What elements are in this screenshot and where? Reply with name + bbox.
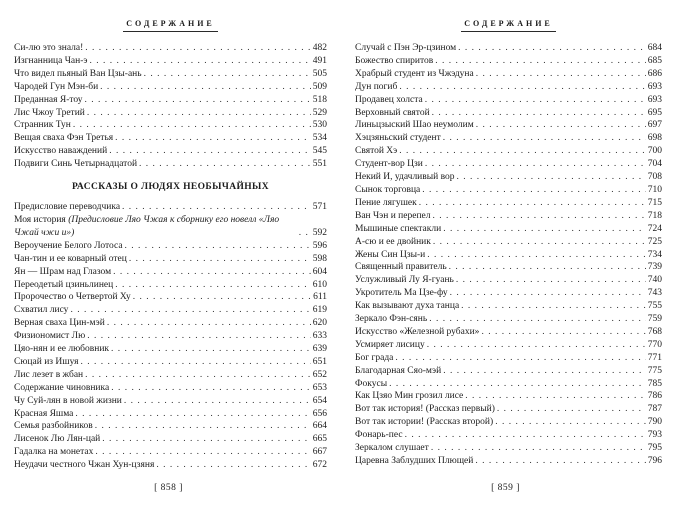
toc-entry-title: Странник Тун xyxy=(14,120,71,131)
toc-entry-page: 704 xyxy=(647,159,662,170)
dot-leader xyxy=(431,442,646,455)
toc-entry xyxy=(14,433,327,446)
dot-leader xyxy=(465,390,646,403)
toc-entry-page: 571 xyxy=(312,202,327,213)
dot-leader xyxy=(405,429,646,442)
toc-entry xyxy=(355,403,662,416)
toc-entry xyxy=(355,455,662,468)
toc-entry-page: 770 xyxy=(647,339,662,350)
toc-entry-title: Лисенок Лю Лян-цай xyxy=(14,434,101,445)
dot-leader xyxy=(395,352,645,365)
toc-entry-title: Зеркалом слушает xyxy=(355,443,429,454)
toc-entry-page: 793 xyxy=(647,430,662,441)
toc-entry xyxy=(355,313,662,326)
dot-leader xyxy=(129,253,311,266)
toc-entry-title: Переодетый цзиньлинец xyxy=(14,279,114,290)
toc-entry xyxy=(14,214,327,240)
toc-entry-title-italic: (Предисловие Ляо Чжая к сборнику его новелл «Ляо Чжай чжи и») xyxy=(14,214,280,238)
toc-entry xyxy=(14,304,327,317)
toc-entry-title: Чу Суй-лян в новой жизни xyxy=(14,395,122,406)
toc-list xyxy=(14,42,327,472)
toc-entry xyxy=(355,94,662,107)
toc-entry-title: Искусство наваждений xyxy=(14,146,108,157)
toc-entry xyxy=(355,442,662,455)
toc-entry-title: Некий И, удачливый вор xyxy=(355,172,455,183)
toc-entry xyxy=(14,330,327,343)
toc-entry-title: Что видел пьяный Ван Цзы-ань xyxy=(14,68,142,79)
toc-entry-page: 795 xyxy=(647,443,662,454)
dot-leader xyxy=(111,382,311,395)
toc-entry-title: Хэцзяньский студент xyxy=(355,133,441,144)
dot-leader xyxy=(461,300,646,313)
toc-entry-title: Жены Син Цзы-и xyxy=(355,249,426,260)
dot-leader xyxy=(75,408,310,421)
page-right xyxy=(337,0,674,506)
toc-entry xyxy=(14,382,327,395)
dot-leader xyxy=(85,94,311,107)
toc-entry-title: Гадалка на монетах xyxy=(14,447,94,458)
toc-entry xyxy=(14,158,327,171)
toc-entry-title: Бог града xyxy=(355,352,394,363)
toc-entry xyxy=(355,352,662,365)
toc-entry-title: Красная Яшма xyxy=(14,408,74,419)
toc-entry-page: 530 xyxy=(312,120,327,131)
toc-entry-page: 734 xyxy=(647,249,662,260)
toc-entry-title: Божество спиритов xyxy=(355,55,434,66)
toc-entry-title: Линьцзыский Шао неумолим xyxy=(355,120,474,131)
dot-leader xyxy=(124,395,311,408)
toc-entry xyxy=(355,81,662,94)
toc-entry-page: 482 xyxy=(312,43,327,53)
toc-entry-title: Случай с Пэн Эр-цзином xyxy=(355,43,457,53)
toc-entry-title: Содержание чиновника xyxy=(14,382,110,393)
toc-entry xyxy=(355,171,662,184)
toc-entry-title: Предисловие переводчика xyxy=(14,202,121,213)
toc-entry xyxy=(355,119,662,132)
toc-entry xyxy=(14,201,327,214)
toc-entry-page: 651 xyxy=(312,356,327,367)
toc-entry xyxy=(14,291,327,304)
toc-entry-page: 551 xyxy=(312,159,327,170)
toc-entry-page: 796 xyxy=(647,456,662,466)
toc-entry-page: 654 xyxy=(312,395,327,406)
page-number-footer: [ 858 ] xyxy=(154,483,183,493)
toc-entry-title: Вот так история! (Рассказ первый) xyxy=(355,404,495,415)
toc-entry-page: 684 xyxy=(647,43,662,53)
toc-entry-title: Услужливый Лу Я-гуань xyxy=(355,275,454,286)
dot-leader xyxy=(449,261,646,274)
dot-leader xyxy=(450,287,646,300)
toc-entry-page: 693 xyxy=(647,81,662,92)
toc-entry xyxy=(14,395,327,408)
toc-entry-page: 509 xyxy=(312,81,327,92)
toc-entry-page: 685 xyxy=(647,55,662,66)
toc-entry-page: 790 xyxy=(647,417,662,428)
toc-entry-page: 664 xyxy=(312,421,327,432)
toc-entry-title: Лис лезет в жбан xyxy=(14,369,84,380)
toc-entry xyxy=(355,390,662,403)
toc-entry-page: 715 xyxy=(647,197,662,208)
dot-leader xyxy=(399,145,646,158)
dot-leader xyxy=(433,210,646,223)
toc-entry xyxy=(355,107,662,120)
toc-entry-page: 695 xyxy=(647,107,662,118)
toc-entry-page: 785 xyxy=(647,378,662,389)
toc-entry xyxy=(14,369,327,382)
toc-entry xyxy=(355,132,662,145)
toc-entry-page: 775 xyxy=(647,365,662,376)
dot-leader xyxy=(425,94,646,107)
toc-entry-title: Преданная Я-тоу xyxy=(14,94,83,105)
toc-entry xyxy=(14,132,327,145)
toc-entry-title: Схватил лису xyxy=(14,305,69,316)
toc-entry-title: Священный правитель xyxy=(355,262,447,273)
toc-list xyxy=(355,42,662,468)
dot-leader xyxy=(156,459,310,472)
dot-leader xyxy=(89,55,310,68)
toc-entry-page: 604 xyxy=(312,266,327,277)
toc-entry-page: 787 xyxy=(647,404,662,415)
toc-entry-title: Физиономист Лю xyxy=(14,331,86,342)
toc-entry xyxy=(14,119,327,132)
toc-header: СОДЕРЖАНИЕ xyxy=(461,19,556,32)
dot-leader xyxy=(476,68,646,81)
toc-entry xyxy=(14,240,327,253)
toc-entry xyxy=(355,261,662,274)
toc-entry-page: 505 xyxy=(312,68,327,79)
dot-leader xyxy=(111,343,311,356)
dot-leader xyxy=(115,279,311,292)
dot-leader xyxy=(456,274,646,287)
toc-entry-page: 718 xyxy=(647,210,662,221)
dot-leader xyxy=(144,68,311,81)
toc-entry-title: Лис Чжоу Третий xyxy=(14,107,85,118)
toc-entry-page: 534 xyxy=(312,133,327,144)
toc-entry xyxy=(14,81,327,94)
toc-entry-page: 596 xyxy=(312,240,327,251)
dot-leader xyxy=(458,42,646,55)
toc-entry xyxy=(14,266,327,279)
toc-entry-page: 740 xyxy=(647,275,662,286)
dot-leader xyxy=(80,356,310,369)
dot-leader xyxy=(73,119,311,132)
toc-entry-title: Чародей Гун Мэн-би xyxy=(14,81,99,92)
toc-entry xyxy=(355,197,662,210)
toc-entry-page: 755 xyxy=(647,301,662,312)
page-number-footer: [ 859 ] xyxy=(491,483,520,493)
toc-entry-title: Си-лю это знала! xyxy=(14,43,84,53)
toc-entry-page: 491 xyxy=(312,55,327,66)
toc-entry-page: 545 xyxy=(312,146,327,157)
toc-entry xyxy=(355,184,662,197)
toc-entry xyxy=(14,94,327,107)
toc-entry-title: Искусство «Железной рубахи» xyxy=(355,326,480,337)
dot-leader xyxy=(299,227,311,240)
toc-entry-page: 771 xyxy=(647,352,662,363)
dot-leader xyxy=(435,55,645,68)
dot-leader xyxy=(443,223,646,236)
toc-entry-title: Фонарь-пес xyxy=(355,430,403,441)
toc-entry-title: Изгнанница Чан-э xyxy=(14,55,88,66)
toc-entry xyxy=(355,339,662,352)
toc-entry xyxy=(355,365,662,378)
toc-entry xyxy=(355,145,662,158)
toc-header-wrap xyxy=(355,13,662,32)
toc-entry xyxy=(14,459,327,472)
toc-entry xyxy=(355,249,662,262)
toc-entry-page: 610 xyxy=(312,279,327,290)
toc-entry xyxy=(355,274,662,287)
toc-entry xyxy=(14,446,327,459)
dot-leader xyxy=(419,197,646,210)
dot-leader xyxy=(443,365,646,378)
dot-leader xyxy=(495,416,646,429)
dot-leader xyxy=(85,369,311,382)
toc-entry-title: Укротитель Ма Цзе-фу xyxy=(355,288,448,299)
dot-leader xyxy=(70,304,310,317)
toc-entry xyxy=(14,55,327,68)
toc-entry-page: 697 xyxy=(647,120,662,131)
toc-entry xyxy=(14,68,327,81)
dot-leader xyxy=(85,42,310,55)
dot-leader xyxy=(122,201,311,214)
toc-entry xyxy=(355,416,662,429)
toc-entry xyxy=(14,420,327,433)
toc-entry-title: Вот так истории! (Рассказ второй) xyxy=(355,417,494,428)
toc-entry-title: Дун погиб xyxy=(355,81,398,92)
dot-leader xyxy=(427,339,646,352)
toc-entry-page: 633 xyxy=(312,331,327,342)
toc-entry xyxy=(355,236,662,249)
dot-leader xyxy=(481,326,645,339)
dot-leader xyxy=(115,132,311,145)
toc-entry xyxy=(14,42,327,55)
toc-entry xyxy=(355,42,662,55)
toc-entry-title: Зеркало Фэн-сянь xyxy=(355,314,428,325)
toc-entry-page: 725 xyxy=(647,236,662,247)
toc-entry-title: Пророчество о Четвертой Ху xyxy=(14,292,131,303)
dot-leader xyxy=(475,455,645,468)
toc-entry xyxy=(355,300,662,313)
toc-entry-title: Продавец холста xyxy=(355,94,423,105)
dot-leader xyxy=(399,81,645,94)
dot-leader xyxy=(433,236,646,249)
dot-leader xyxy=(100,81,311,94)
toc-entry-title: Верховный святой xyxy=(355,107,430,118)
toc-entry-page: 708 xyxy=(647,172,662,183)
toc-entry-title: Как Цзяо Мин грозил лисе xyxy=(355,391,464,402)
dot-leader xyxy=(457,171,646,184)
toc-entry xyxy=(355,429,662,442)
toc-entry-page: 768 xyxy=(647,326,662,337)
toc-entry-title: Ван Чэн и перепел xyxy=(355,210,431,221)
toc-entry-page: 724 xyxy=(647,223,662,234)
dot-leader xyxy=(476,119,646,132)
toc-entry-title: Ян — Шрам над Глазом xyxy=(14,266,112,277)
toc-entry-page: 759 xyxy=(647,314,662,325)
toc-entry-page: 665 xyxy=(312,434,327,445)
toc-entry-title: Студент-вор Цзи xyxy=(355,159,423,170)
toc-entry-title: Подвиги Синь Четырнадцатой xyxy=(14,159,138,170)
toc-entry-page: 639 xyxy=(312,344,327,355)
toc-entry xyxy=(14,317,327,330)
toc-entry-page: 529 xyxy=(312,107,327,118)
dot-leader xyxy=(102,433,310,446)
toc-entry-page: 611 xyxy=(313,292,327,303)
toc-entry-title: Святой Хэ xyxy=(355,146,398,157)
dot-leader xyxy=(429,313,646,326)
toc-entry xyxy=(14,343,327,356)
dot-leader xyxy=(87,107,311,120)
section-heading: РАССКАЗЫ О ЛЮДЯХ НЕОБЫЧАЙНЫХ xyxy=(71,182,270,193)
toc-entry-title: Царевна Заблудших Плющей xyxy=(355,456,474,466)
toc-entry-page: 693 xyxy=(647,94,662,105)
toc-entry-page: 710 xyxy=(647,184,662,195)
toc-entry-page: 656 xyxy=(312,408,327,419)
toc-entry xyxy=(355,55,662,68)
toc-entry-title: Благодарная Сяо-мэй xyxy=(355,365,442,376)
dot-leader xyxy=(95,446,310,459)
toc-entry-title: Сюцай из Ишуя xyxy=(14,356,79,367)
toc-entry-title: Цяо-нян и ее любовник xyxy=(14,344,110,355)
toc-header: СОДЕРЖАНИЕ xyxy=(123,19,218,32)
toc-entry-page: 698 xyxy=(647,133,662,144)
toc-entry xyxy=(355,68,662,81)
toc-entry-title: Мышиные спектакли xyxy=(355,223,442,234)
dot-leader xyxy=(125,240,311,253)
toc-entry-page: 620 xyxy=(312,318,327,329)
toc-entry-page: 667 xyxy=(312,447,327,458)
toc-entry-page: 786 xyxy=(647,391,662,402)
toc-entry-title: Вероучение Белого Лотоса xyxy=(14,240,123,251)
toc-entry xyxy=(355,287,662,300)
toc-entry xyxy=(355,210,662,223)
dot-leader xyxy=(422,184,645,197)
toc-entry-title: Храбрый студент из Чжэдуна xyxy=(355,68,474,79)
toc-entry-page: 598 xyxy=(312,253,327,264)
toc-entry xyxy=(355,326,662,339)
toc-entry-page: 652 xyxy=(312,369,327,380)
toc-entry-page: 653 xyxy=(312,382,327,393)
toc-entry-title: Фокусы xyxy=(355,378,388,389)
toc-entry-page: 739 xyxy=(647,262,662,273)
dot-leader xyxy=(139,158,311,171)
toc-entry xyxy=(14,356,327,369)
toc-entry-page: 518 xyxy=(312,94,327,105)
toc-entry-title: Пение лягушек xyxy=(355,197,417,208)
toc-entry-page: 743 xyxy=(647,288,662,299)
toc-entry-page: 619 xyxy=(312,305,327,316)
toc-entry-title: Верная сваха Цин-мэй xyxy=(14,318,105,329)
dot-leader xyxy=(109,145,311,158)
toc-entry-title: Семья разбойников xyxy=(14,421,93,432)
toc-entry-title: Неудачи честного Чжан Хун-цзяня xyxy=(14,460,155,471)
dot-leader xyxy=(497,403,646,416)
toc-entry-title: Сынок торговца xyxy=(355,184,421,195)
dot-leader xyxy=(432,107,646,120)
dot-leader xyxy=(87,330,311,343)
dot-leader xyxy=(133,291,311,304)
toc-entry-title: Чан-тин и ее коварный отец xyxy=(14,253,127,264)
toc-entry-title: А-сю и ее двойник xyxy=(355,236,431,247)
toc-entry xyxy=(355,223,662,236)
dot-leader xyxy=(443,132,646,145)
toc-entry xyxy=(14,253,327,266)
dot-leader xyxy=(107,317,311,330)
dot-leader xyxy=(113,266,311,279)
toc-entry-title: Усмиряет лисицу xyxy=(355,339,425,350)
dot-leader xyxy=(427,249,646,262)
toc-entry-page: 700 xyxy=(647,146,662,157)
toc-entry-page: 686 xyxy=(647,68,662,79)
toc-entry-title: Моя история (Предисловие Ляо Чжая к сборнику его новелл «Ляо Чжай чжи и») xyxy=(14,214,280,238)
dot-leader xyxy=(425,158,646,171)
toc-header-wrap xyxy=(14,13,327,32)
toc-entry xyxy=(14,145,327,158)
dot-leader xyxy=(95,420,311,433)
toc-entry-page: 672 xyxy=(312,460,327,471)
toc-entry-title: Вещая сваха Фэн Третья xyxy=(14,133,114,144)
toc-entry xyxy=(355,158,662,171)
toc-entry-title: Как вызывают духа танца xyxy=(355,301,460,312)
toc-entry xyxy=(355,378,662,391)
toc-entry xyxy=(14,279,327,292)
toc-entry-page: 592 xyxy=(312,227,327,238)
dot-leader xyxy=(389,378,646,391)
toc-entry xyxy=(14,408,327,421)
toc-entry xyxy=(14,107,327,120)
